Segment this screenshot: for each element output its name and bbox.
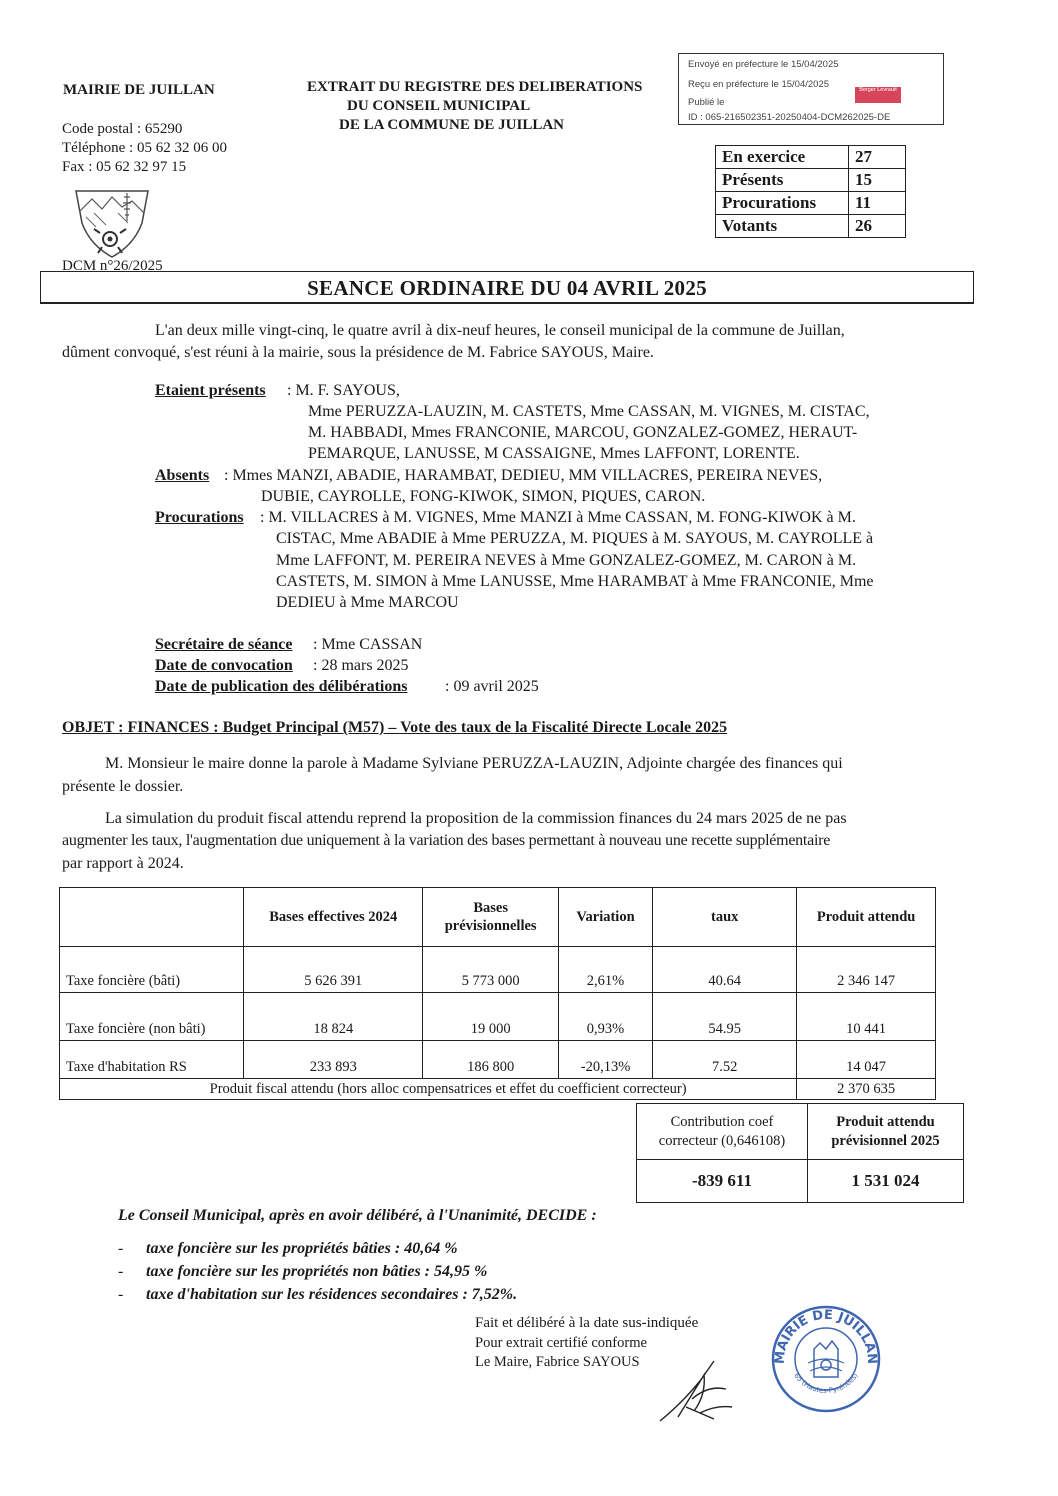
cell-taux: 7.52 — [653, 1041, 797, 1079]
coat-of-arms-icon — [72, 183, 152, 263]
total-value: 2 370 635 — [797, 1079, 936, 1100]
count-value: 26 — [849, 215, 906, 238]
table-row — [716, 192, 906, 215]
seal-text: MAIRIE DE JUILLAN — [772, 1307, 880, 1365]
cell-produit: 10 441 — [797, 993, 936, 1041]
object-line: OBJET : FINANCES : Budget Principal (M57) – Vote des taux de la Fiscalité Directe Locale 2025 — [62, 719, 728, 736]
stamp-sent: Envoyé en préfecture le 15/04/2025 — [688, 59, 839, 70]
table-row — [60, 1041, 936, 1079]
signature-line-1: Fait et délibéré à la date sus-indiquée — [475, 1315, 699, 1331]
column-header: Variation — [558, 888, 652, 947]
absent-line: : Mmes MANZI, ABADIE, HARAMBAT, DEDIEU, MM VILLACRES, PEREIRA NEVES, — [224, 467, 823, 484]
mairie-seal-icon — [768, 1303, 884, 1415]
procuration-line: CASTETS, M. SIMON à Mme LANUSSE, Mme HARAMBAT à Mme FRANCONIE, Mme — [276, 573, 874, 590]
row-label: Taxe foncière (non bâti) — [60, 993, 244, 1041]
table-row — [716, 215, 906, 238]
coefficient-table — [636, 1103, 964, 1203]
cell-bases-prev: 186 800 — [423, 1041, 558, 1079]
cell-taux: 54.95 — [653, 993, 797, 1041]
convocation-value: : 28 mars 2025 — [313, 657, 409, 674]
paragraph-2-line: augmenter les taux, l'augmentation due uniquement à la variation des bases permettant à nouveau une recette supplémentaire — [62, 832, 831, 849]
intro-line-1: L'an deux mille vingt-cinq, le quatre avril à dix-neuf heures, le conseil municipal de la commune de Juillan, — [155, 322, 845, 339]
present-line: : M. F. SAYOUS, — [287, 382, 400, 399]
row-label: Taxe d'habitation RS — [60, 1041, 244, 1079]
column-header: Bases effectives 2024 — [244, 888, 423, 947]
present-line: PEMARQUE, LANUSSE, M CASSAIGNE, Mmes LAFFONT, LORENTE. — [308, 445, 800, 462]
total-label: Produit fiscal attendu (hors alloc compensatrices et effet du coefficient correcteur) — [60, 1079, 797, 1100]
telephone: Téléphone : 05 62 32 06 00 — [62, 140, 227, 156]
cell-bases-prev: 5 773 000 — [423, 947, 558, 993]
present-line: Mme PERUZZA-LAUZIN, M. CASTETS, Mme CASSAN, M. VIGNES, M. CISTAC, — [308, 403, 870, 420]
column-header: taux — [653, 888, 797, 947]
stamp-badge: Berger Levrault — [855, 87, 901, 103]
procuration-line: : M. VILLACRES à M. VIGNES, Mme MANZI à Mme CASSAN, M. FONG-KIWOK à M. — [260, 509, 856, 526]
register-subtitle: DU CONSEIL MUNICIPAL — [347, 98, 531, 114]
stamp-published: Publié le — [688, 97, 725, 108]
mairie-name: MAIRIE DE JUILLAN — [63, 82, 215, 98]
register-title: EXTRAIT DU REGISTRE DES DELIBERATIONS — [307, 79, 643, 95]
table-row — [60, 947, 936, 993]
session-title: SEANCE ORDINAIRE DU 04 AVRIL 2025 — [307, 276, 707, 300]
secretary-label: Secrétaire de séance — [155, 636, 293, 653]
absent-label: Absents — [155, 467, 210, 484]
table-row — [637, 1160, 964, 1203]
transmission-stamp — [678, 53, 944, 125]
cell-variation: 2,61% — [558, 947, 652, 993]
column-header: Produit attendu — [797, 888, 936, 947]
count-label: Présents — [716, 169, 849, 192]
fax: Fax : 05 62 32 97 15 — [62, 159, 187, 175]
session-title-band — [40, 271, 974, 304]
cell-bases-prev: 19 000 — [423, 993, 558, 1041]
dcm-number: DCM n°26/2025 — [62, 258, 163, 274]
secretary-value: : Mme CASSAN — [313, 636, 423, 653]
paragraph-2-line: par rapport à 2024. — [62, 855, 184, 872]
forecast-value: 1 531 024 — [808, 1160, 964, 1203]
seal-bottom-text: 65 (Hautes-Pyrénées) — [792, 1371, 860, 1395]
intro-line-2: dûment convoqué, s'est réuni à la mairie, sous la présidence de M. Fabrice SAYOUS, Maire. — [62, 344, 654, 361]
absent-line: DUBIE, CAYROLLE, FONG-KIWOK, SIMON, PIQUES, CARON. — [261, 488, 706, 505]
count-label: Votants — [716, 215, 849, 238]
list-item: - taxe foncière sur les propriétés non bâties : 54,95 % — [118, 1260, 517, 1283]
count-value: 27 — [849, 146, 906, 169]
paragraph-1-line: présente le dossier. — [62, 778, 184, 795]
cell-variation: 0,93% — [558, 993, 652, 1041]
stamp-id: ID : 065-216502351-20250404-DCM262025-DE — [688, 112, 891, 123]
decision-list — [118, 1237, 517, 1306]
postal-code: Code postal : 65290 — [62, 121, 183, 137]
list-item: - taxe foncière sur les propriétés bâties : 40,64 % — [118, 1237, 517, 1260]
table-total-row — [60, 1079, 936, 1100]
signature-line-2: Pour extrait certifié conforme — [475, 1335, 647, 1351]
cell-produit: 14 047 — [797, 1041, 936, 1079]
stamp-received: Reçu en préfecture le 15/04/2025 — [688, 79, 830, 90]
signature-line-3: Le Maire, Fabrice SAYOUS — [475, 1354, 640, 1370]
forecast-header: Produit attendu prévisionnel 2025 — [808, 1104, 964, 1160]
count-label: En exercice — [716, 146, 849, 169]
cell-bases-2024: 5 626 391 — [244, 947, 423, 993]
table-header-row — [637, 1104, 964, 1160]
procuration-label: Procurations — [155, 509, 244, 526]
present-label: Etaient présents — [155, 382, 266, 399]
table-row — [716, 169, 906, 192]
table-header-row — [60, 888, 936, 947]
cell-produit: 2 346 147 — [797, 947, 936, 993]
table-row — [60, 993, 936, 1041]
procuration-line: CISTAC, Mme ABADIE à Mme PERUZZA, M. PIQUES à M. SAYOUS, M. CAYROLLE à — [276, 530, 874, 547]
column-header — [60, 888, 244, 947]
row-label: Taxe foncière (bâti) — [60, 947, 244, 993]
fiscal-table — [59, 887, 936, 1100]
list-item: - taxe d'habitation sur les résidences secondaires : 7,52%. — [118, 1283, 517, 1306]
mayor-signature-icon — [656, 1355, 736, 1427]
count-value: 11 — [849, 192, 906, 215]
cell-bases-2024: 233 893 — [244, 1041, 423, 1079]
paragraph-1-line: M. Monsieur le maire donne la parole à Madame Sylviane PERUZZA-LAUZIN, Adjointe chargée des finances qui — [105, 755, 843, 772]
attendance-counts-table — [715, 145, 906, 238]
cell-bases-2024: 18 824 — [244, 993, 423, 1041]
procuration-line: DEDIEU à Mme MARCOU — [276, 594, 459, 611]
publication-label: Date de publication des délibérations — [155, 678, 408, 695]
coef-value: -839 611 — [637, 1160, 808, 1203]
convocation-label: Date de convocation — [155, 657, 293, 674]
present-line: M. HABBADI, Mmes FRANCONIE, MARCOU, GONZALEZ-GOMEZ, HERAUT- — [308, 424, 858, 441]
count-value: 15 — [849, 169, 906, 192]
table-row — [716, 146, 906, 169]
cell-taux: 40.64 — [653, 947, 797, 993]
column-header: Bases prévisionnelles — [423, 888, 558, 947]
paragraph-2-line: La simulation du produit fiscal attendu reprend la proposition de la commission finances du 24 mars 2025 de ne pas — [105, 810, 847, 827]
register-commune: DE LA COMMUNE DE JUILLAN — [339, 117, 565, 133]
cell-variation: -20,13% — [558, 1041, 652, 1079]
publication-value: : 09 avril 2025 — [445, 678, 539, 695]
procuration-line: Mme LAFFONT, M. PEREIRA NEVES à Mme GONZALEZ-GOMEZ, M. CARON à M. — [276, 552, 857, 569]
decision-intro: Le Conseil Municipal, après en avoir délibéré, à l'Unanimité, DECIDE : — [118, 1207, 597, 1224]
count-label: Procurations — [716, 192, 849, 215]
coef-header: Contribution coef correcteur (0,646108) — [637, 1104, 808, 1160]
